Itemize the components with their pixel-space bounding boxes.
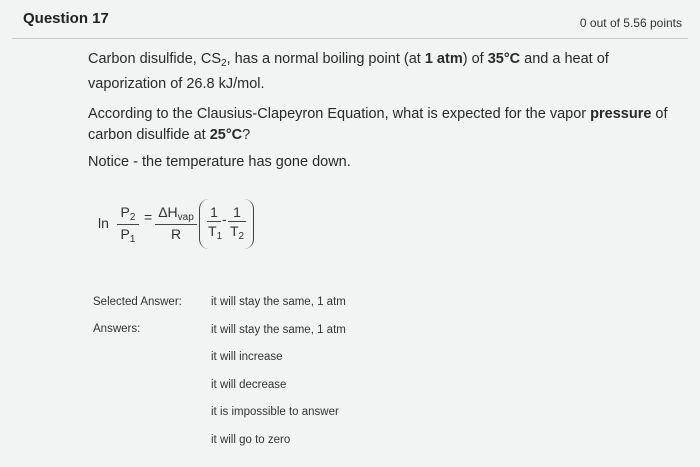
text-segment: Carbon disulfide, CS xyxy=(88,51,221,67)
eq-numerator xyxy=(155,204,197,223)
text-segment: According to the Clausius-Clapeyron Equation, what is expected for the vapor xyxy=(88,106,591,122)
eq-symbol: P xyxy=(120,226,130,242)
eq-numerator xyxy=(117,204,139,223)
eq-subscript: 2 xyxy=(238,231,245,242)
answer-option: it will decrease xyxy=(211,379,287,391)
eq-numerator: 1 xyxy=(233,204,241,220)
selected-answer-label: Selected Answer: xyxy=(93,296,182,308)
subscript: 2 xyxy=(221,58,227,69)
bold-text: 35°C xyxy=(487,51,521,67)
eq-enthalpy-ratio xyxy=(155,204,197,242)
eq-denominator xyxy=(207,223,221,242)
question-title: Question 17 xyxy=(23,10,109,27)
eq-symbol: P xyxy=(120,204,130,220)
answers-label: Answers: xyxy=(93,323,141,335)
eq-inverse-t1 xyxy=(207,204,221,242)
selected-answer-value: it will stay the same, 1 atm xyxy=(211,296,346,308)
text-segment: of carbon disulfide at xyxy=(88,106,668,143)
bold-text: 1 atm xyxy=(424,51,463,67)
eq-subscript: 2 xyxy=(129,212,136,223)
eq-symbol: ΔH xyxy=(158,204,178,220)
answer-option: it will go to zero xyxy=(211,434,291,446)
answer-option: it will stay the same, 1 atm xyxy=(211,324,346,336)
right-parenthesis xyxy=(243,199,254,249)
question-header xyxy=(0,0,700,40)
eq-equals: = xyxy=(144,209,153,225)
fraction-bar xyxy=(207,221,221,222)
eq-denominator: R xyxy=(170,226,182,242)
header-divider xyxy=(12,38,688,39)
eq-numerator: 1 xyxy=(210,204,218,220)
question-score: 0 out of 5.56 points xyxy=(579,16,682,30)
eq-minus: - xyxy=(222,211,227,227)
eq-denominator xyxy=(117,226,139,245)
answer-option: it is impossible to answer xyxy=(211,406,339,418)
eq-subscript: vap xyxy=(177,212,194,223)
text-segment: , has a normal boiling point (at xyxy=(226,51,425,67)
text-segment: ? xyxy=(242,127,251,143)
eq-symbol: T xyxy=(229,223,239,239)
fraction-bar xyxy=(155,224,197,225)
text-segment: and a heat of vaporization of 26.8 kJ/mol. xyxy=(88,51,609,92)
question-paragraph-2 xyxy=(88,104,678,146)
answer-option: it will increase xyxy=(211,351,283,363)
bold-text: pressure xyxy=(590,106,652,122)
eq-ln: ln xyxy=(98,215,109,231)
fraction-bar xyxy=(117,224,139,225)
eq-pressure-ratio xyxy=(117,204,139,245)
clausius-clapeyron-equation xyxy=(95,197,265,255)
eq-subscript: 1 xyxy=(216,231,223,242)
question-paragraph-1 xyxy=(88,49,678,95)
eq-symbol: T xyxy=(208,223,217,239)
question-paragraph-3: Notice - the temperature has gone down. xyxy=(88,154,351,170)
eq-subscript: 1 xyxy=(129,234,136,245)
bold-text: 25°C xyxy=(209,127,243,143)
text-segment: ) of xyxy=(462,51,488,67)
